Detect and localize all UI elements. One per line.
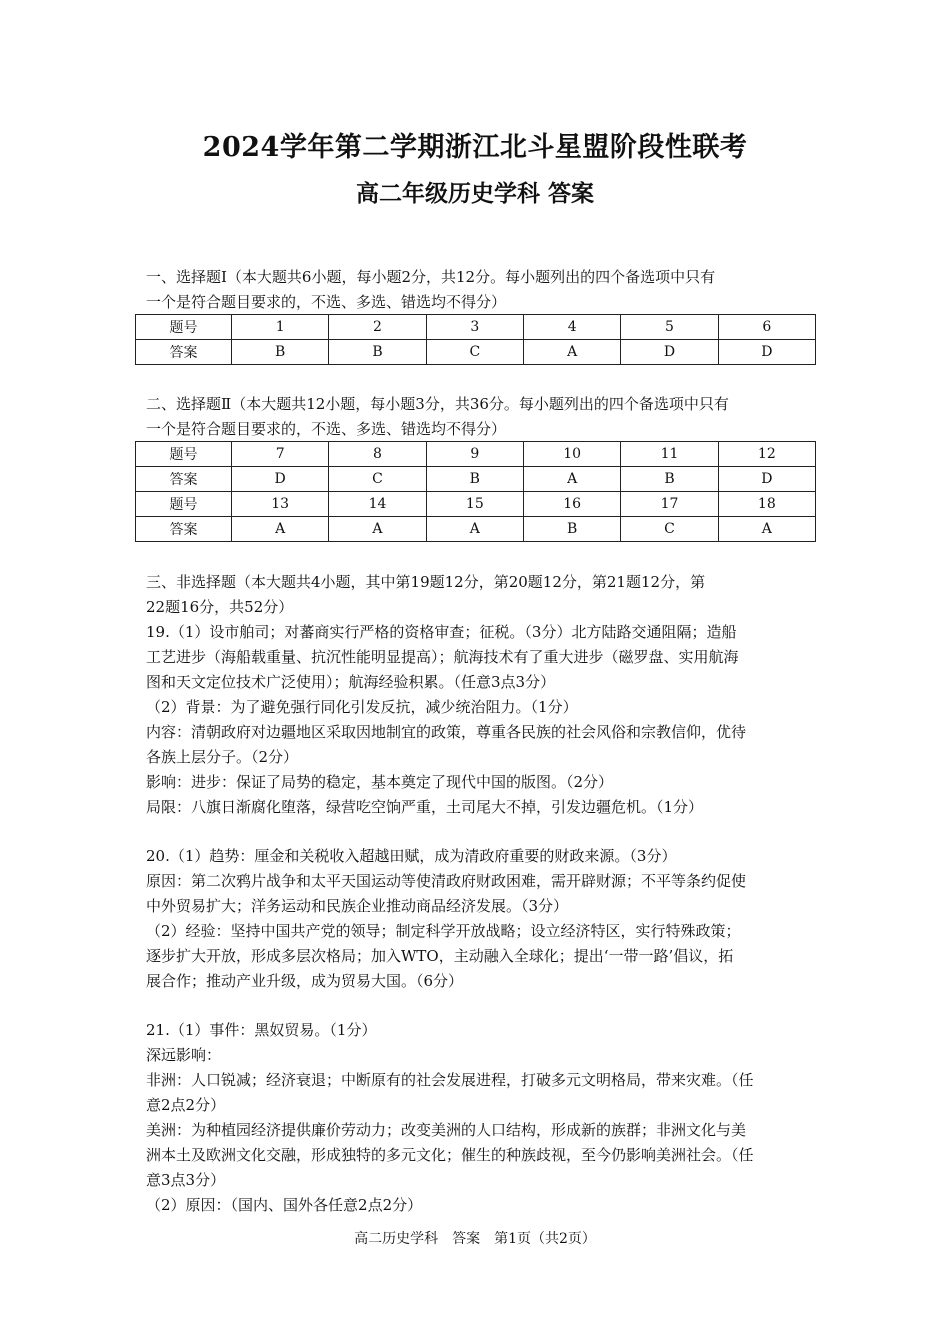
table-cell: A	[523, 340, 620, 365]
q21-text	[146, 1018, 816, 1218]
text-line: 工艺进步（海船载重量、抗沉性能明显提高）；航海技术有了重大进步（磁罗盘、实用航海	[146, 648, 739, 666]
table-cell: 17	[621, 492, 718, 517]
table-cell: 13	[232, 492, 329, 517]
table-cell: D	[621, 340, 718, 365]
row-header: 题号	[136, 492, 232, 517]
text-line: 洲本土及欧洲文化交融，形成独特的多元文化；催生的种族歧视，至今仍影响美洲社会。（任	[146, 1146, 754, 1164]
document-subtitle: 高二年级历史学科 答案	[355, 180, 594, 207]
table-cell: C	[329, 467, 426, 492]
table-row	[136, 315, 816, 340]
text-line: （2）原因：（国内、国外各任意2点2分）	[146, 1196, 423, 1214]
answer-table-1	[135, 314, 816, 365]
text-line: 一个是符合题目要求的，不选、多选、错选均不得分）	[146, 293, 507, 311]
row-header: 答案	[136, 517, 232, 542]
section2-heading	[146, 392, 816, 442]
table-row	[136, 517, 816, 542]
text-line: 各族上层分子。（2分）	[146, 748, 299, 766]
table-cell: 2	[329, 315, 426, 340]
table-cell: C	[426, 340, 523, 365]
table-row	[136, 492, 816, 517]
table-cell: 8	[329, 442, 426, 467]
table-cell: 6	[718, 315, 815, 340]
text-line: 意3点3分）	[146, 1171, 226, 1189]
table-cell: 5	[621, 315, 718, 340]
text-line: 三、非选择题（本大题共4小题，其中第19题12分，第20题12分，第21题12分，第	[146, 573, 706, 591]
table-cell: D	[718, 467, 815, 492]
table-cell: B	[232, 340, 329, 365]
table-row	[136, 467, 816, 492]
table-cell: 18	[718, 492, 815, 517]
section3-text	[146, 570, 816, 820]
text-line: 展合作；推动产业升级，成为贸易大国。（6分）	[146, 972, 464, 990]
row-header: 答案	[136, 467, 232, 492]
table-cell: 11	[621, 442, 718, 467]
document-title: 2024学年第二学期浙江北斗星盟阶段性联考	[202, 132, 748, 163]
table-cell: 4	[523, 315, 620, 340]
text-line: 21.（1）事件：黑奴贸易。（1分）	[146, 1021, 377, 1039]
table-cell: 10	[523, 442, 620, 467]
answer-table-2	[135, 441, 816, 542]
table-cell: B	[523, 517, 620, 542]
text-line: 意2点2分）	[146, 1096, 226, 1114]
section1-heading	[146, 265, 816, 315]
table-cell: A	[523, 467, 620, 492]
row-header: 答案	[136, 340, 232, 365]
text-line: （2）经验：坚持中国共产党的领导；制定科学开放战略；设立经济特区，实行特殊政策；	[146, 922, 741, 940]
table-cell: 14	[329, 492, 426, 517]
table-cell: B	[329, 340, 426, 365]
text-line: 图和天文定位技术广泛使用）；航海经验积累。（任意3点3分）	[146, 673, 556, 691]
table-cell: D	[232, 467, 329, 492]
table-cell: B	[426, 467, 523, 492]
text-line: 22题16分，共52分）	[146, 598, 294, 616]
text-line: 局限：八旗日渐腐化堕落，绿营吃空饷严重，土司尾大不掉，引发边疆危机。（1分）	[146, 798, 704, 816]
text-line: 原因：第二次鸦片战争和太平天国运动等使清政府财政困难，需开辟财源；不平等条约促使	[146, 872, 747, 890]
text-line: 一、选择题Ⅰ（本大题共6小题，每小题2分，共12分。每小题列出的四个备选项中只有	[146, 268, 716, 286]
text-line: 二、选择题Ⅱ（本大题共12小题，每小题3分，共36分。每小题列出的四个备选项中只有	[146, 395, 729, 413]
text-line: 逐步扩大开放，形成多层次格局；加入WTO，主动融入全球化；提出‘一带一路’倡议，拓	[146, 947, 734, 965]
q20-text	[146, 844, 816, 994]
text-line: 一个是符合题目要求的，不选、多选、错选均不得分）	[146, 420, 507, 438]
text-line: 中外贸易扩大；洋务运动和民族企业推动商品经济发展。（3分）	[146, 897, 569, 915]
page-footer: 高二历史学科 答案 第1页（共2页）	[354, 1231, 596, 1247]
table-cell: C	[621, 517, 718, 542]
table-cell: A	[718, 517, 815, 542]
text-line: 19.（1）设市舶司；对蕃商实行严格的资格审查；征税。（3分）北方陆路交通阻隔；造船	[146, 623, 737, 641]
table-cell: A	[232, 517, 329, 542]
text-line: 内容：清朝政府对边疆地区采取因地制宜的政策，尊重各民族的社会风俗和宗教信仰，优待	[146, 723, 747, 741]
text-line: 非洲：人口锐减；经济衰退；中断原有的社会发展进程，打破多元文明格局，带来灾难。（任	[146, 1071, 754, 1089]
text-line: （2）背景：为了避免强行同化引发反抗，减少统治阻力。（1分）	[146, 698, 578, 716]
table-cell: D	[718, 340, 815, 365]
text-line: 20.（1）趋势：厘金和关税收入超越田赋，成为清政府重要的财政来源。（3分）	[146, 847, 677, 865]
text-line: 美洲：为种植园经济提供廉价劳动力；改变美洲的人口结构，形成新的族群；非洲文化与美	[146, 1121, 747, 1139]
table-cell: A	[426, 517, 523, 542]
table-cell: 3	[426, 315, 523, 340]
table-cell: 12	[718, 442, 815, 467]
table-cell: 1	[232, 315, 329, 340]
row-header: 题号	[136, 442, 232, 467]
table-cell: A	[329, 517, 426, 542]
table-cell: 7	[232, 442, 329, 467]
text-line: 深远影响：	[146, 1046, 222, 1064]
text-line: 影响：进步：保证了局势的稳定，基本奠定了现代中国的版图。（2分）	[146, 773, 614, 791]
table-cell: 15	[426, 492, 523, 517]
table-cell: 16	[523, 492, 620, 517]
table-cell: 9	[426, 442, 523, 467]
table-row	[136, 340, 816, 365]
table-row	[136, 442, 816, 467]
table-cell: B	[621, 467, 718, 492]
row-header: 题号	[136, 315, 232, 340]
